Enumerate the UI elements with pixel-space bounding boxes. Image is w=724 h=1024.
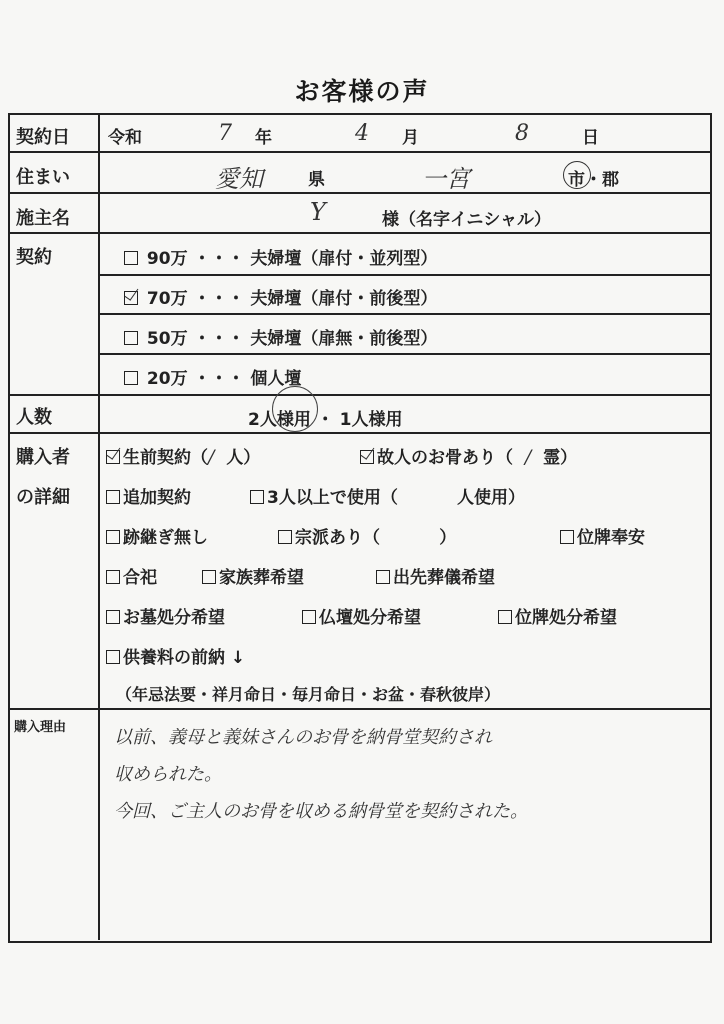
- checkbox[interactable]: [376, 570, 390, 584]
- buyer-remains[interactable]: 故人のお骨あり（ / 霊）: [360, 443, 577, 468]
- people-label: 人数: [16, 407, 52, 428]
- checkbox[interactable]: [498, 610, 512, 624]
- column-divider: [98, 115, 100, 708]
- checkbox[interactable]: [106, 650, 120, 664]
- buyer-three-plus[interactable]: 3人以上で使用（ 人使用）: [250, 483, 525, 508]
- buyer-pre-contract[interactable]: 生前契約（/ 人）: [106, 443, 260, 468]
- buyer-ihai-disposal[interactable]: 位牌処分希望: [498, 603, 617, 628]
- selection-circle: [563, 161, 591, 189]
- buyer-no-successor[interactable]: 跡継ぎ無し: [106, 523, 208, 548]
- memorial-note: （年忌法要・祥月命日・毎月命日・お盆・春秋彼岸）: [116, 685, 501, 704]
- checkbox[interactable]: [250, 490, 264, 504]
- people-options: 2人様用 ・ 1人様用: [248, 410, 403, 430]
- contract-label: 契約: [16, 247, 52, 268]
- buyer-family-funeral[interactable]: 家族葬希望: [202, 563, 304, 588]
- row-divider: [10, 232, 710, 234]
- row-divider: [100, 353, 710, 355]
- checkbox[interactable]: [124, 251, 138, 265]
- contract-option-50[interactable]: 50万 ・・・ 夫婦壇（扉無・前後型）: [124, 324, 437, 349]
- checkbox-checked[interactable]: [106, 450, 120, 464]
- checkbox[interactable]: [560, 530, 574, 544]
- date-year-unit: 年: [255, 128, 272, 148]
- date-day-unit: 日: [582, 128, 599, 148]
- client-suffix: 様（名字イニシャル）: [382, 210, 551, 230]
- buyer-outside-funeral[interactable]: 出先葬儀希望: [376, 563, 495, 588]
- address-prefecture-value: 愛知: [215, 165, 263, 193]
- checkbox[interactable]: [278, 530, 292, 544]
- selection-circle: [272, 386, 318, 432]
- address-prefecture-unit: 県: [308, 170, 325, 190]
- checkbox[interactable]: [302, 610, 316, 624]
- contract-date-label: 契約日: [16, 127, 70, 148]
- reason-line-2: 収められた。: [114, 764, 222, 785]
- checkbox[interactable]: [106, 610, 120, 624]
- form-title: お客様の声: [294, 77, 430, 106]
- checkbox-checked[interactable]: [360, 450, 374, 464]
- checkbox-checked[interactable]: [124, 291, 138, 305]
- date-era: 令和: [108, 128, 142, 148]
- buyer-gouki[interactable]: 合祀: [106, 563, 157, 588]
- contract-option-20[interactable]: 20万 ・・・ 個人壇: [124, 364, 301, 389]
- buyer-altar-disposal[interactable]: 仏壇処分希望: [302, 603, 421, 628]
- checkbox[interactable]: [124, 371, 138, 385]
- reason-line-1: 以前、義母と義妹さんのお骨を納骨堂契約され: [114, 727, 492, 748]
- address-label: 住まい: [16, 167, 70, 188]
- checkbox[interactable]: [124, 331, 138, 345]
- checkbox[interactable]: [106, 570, 120, 584]
- row-divider: [10, 708, 710, 710]
- survey-form: [8, 113, 712, 943]
- contract-option-70[interactable]: 70万 ・・・ 夫婦壇（扉付・前後型）: [124, 284, 437, 309]
- reason-line-3: 今回、ご主人のお骨を収める納骨堂を契約された。: [114, 801, 528, 822]
- client-initial-value: Y: [310, 198, 326, 226]
- date-month-unit: 月: [402, 128, 419, 148]
- reason-label: 購入理由: [14, 720, 67, 735]
- contract-option-90[interactable]: 90万 ・・・ 夫婦壇（扉付・並列型）: [124, 244, 437, 269]
- address-city-options: 市・郡: [568, 170, 619, 190]
- row-divider: [10, 432, 710, 434]
- row-divider: [100, 313, 710, 315]
- date-year-value: 7: [218, 121, 232, 146]
- date-day-value: 8: [515, 121, 529, 146]
- checkbox[interactable]: [106, 530, 120, 544]
- row-divider: [10, 394, 710, 396]
- client-name-label: 施主名: [16, 208, 70, 229]
- buyer-details-label-1: 購入者: [16, 447, 70, 468]
- checkbox[interactable]: [106, 490, 120, 504]
- date-month-value: 4: [355, 121, 369, 146]
- row-divider: [10, 192, 710, 194]
- checkbox[interactable]: [202, 570, 216, 584]
- buyer-grave-disposal[interactable]: お墓処分希望: [106, 603, 225, 628]
- buyer-details-label-2: の詳細: [16, 487, 70, 508]
- buyer-offering-prepay[interactable]: 供養料の前納 ↓: [106, 643, 245, 668]
- row-divider: [10, 151, 710, 153]
- buyer-sect[interactable]: 宗派あり（ ）: [278, 523, 456, 548]
- address-city-value: 一宮: [422, 165, 470, 193]
- buyer-additional[interactable]: 追加契約: [106, 483, 191, 508]
- column-divider: [98, 708, 100, 940]
- row-divider: [100, 274, 710, 276]
- buyer-ihai-enshrine[interactable]: 位牌奉安: [560, 523, 645, 548]
